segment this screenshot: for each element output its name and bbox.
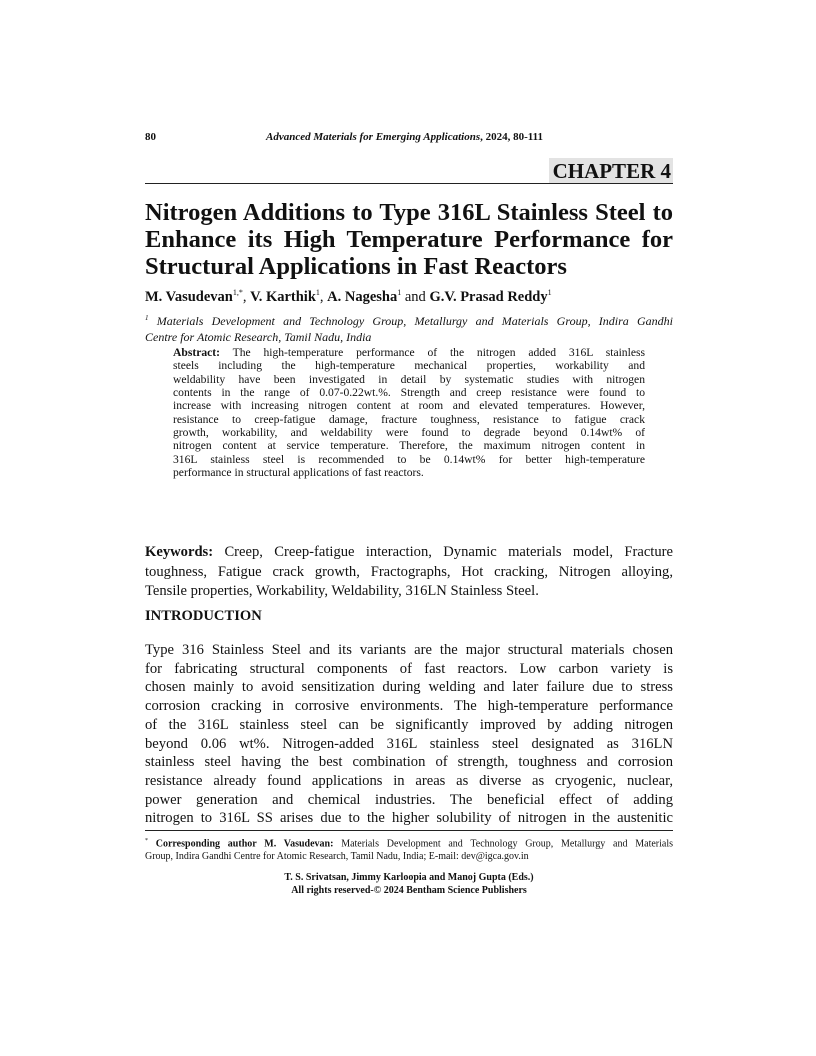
page-number: 80 [145,131,156,143]
author-name: M. Vasudevan [145,288,233,305]
abstract-line-text: nitrogen content at service temperature. Therefore, the maximum nitrogen content in [173,439,645,453]
abstract-line-text: performance in structural applications of fast reactors. [173,466,424,480]
journal-citation [266,131,543,143]
paragraph-line [145,716,673,735]
journal-name: Advanced Materials for Emerging Applications [266,131,481,143]
paragraph-line-text: Type 316 Stainless Steel and its variants are the major structural materials chosen [145,642,673,658]
keywords-label: Keywords: [145,544,214,560]
abstract-line-text: The high-temperature performance of the nitrogen added 316L stainless [220,346,645,359]
paragraph-line [145,678,673,697]
affiliation [145,310,673,345]
paragraph-line-text: of the 316L stainless steel can be significantly improved by adding nitrogen [145,716,673,733]
abstract-line [173,386,645,399]
paragraph-line-text: power generation and chemical industries. The beneficial effect of adding [145,791,673,808]
copyright: All rights reserved-© 2024 Bentham Science Publishers [291,885,527,896]
author-affiliation-marker: 1 [397,288,402,297]
paragraph-line-text: beyond 0.06 wt%. Nitrogen-added 316L stainless steel designated as 316LN [145,735,673,752]
abstract-line-text: 316L stainless steel is recommended to be 0.14wt% for better high-temperature [173,452,645,466]
abstract [173,346,645,479]
author-name: A. Nagesha [327,288,398,305]
author-separator: , [319,288,328,305]
keywords-line [145,582,673,602]
keywords-line-text: toughness, Fatigue crack growth, Fractographs, Hot cracking, Nitrogen alloying, [145,563,673,580]
abstract-line [173,466,645,479]
keywords [145,543,673,602]
abstract-line-text: increase with increasing nitrogen content at room and elevated temperatures. However, [173,399,645,413]
abstract-line-text: steels including the high-temperature mechanical properties, workability and [173,359,645,373]
paragraph-line-text: for fabricating structural components of fast reactors. Low carbon variety is [145,660,673,677]
author-separator: and [401,288,430,305]
author-affiliation-marker: 1,* [232,288,243,297]
abstract-line-text: growth, workability, and weldability were found to degrade beyond 0.14wt% of [173,426,645,440]
abstract-line [173,346,645,359]
keywords-line [145,563,673,583]
paragraph-line [145,753,673,772]
footnote-marker: * [145,838,148,844]
paragraph-line [145,660,673,679]
paragraph-line-text: chosen mainly to avoid sensitization during welding and later failure due to stress [145,679,673,696]
paragraph-line-text: corrosion cracking in corrosive environments. The high-temperature performance [145,698,673,715]
footnote-rule [145,830,673,831]
footnote-label: Corresponding author M. Vasudevan: [148,838,334,850]
abstract-line [173,373,645,386]
keywords-line [145,543,673,563]
affiliation-line: Materials Development and Technology Group, Metallurgy and Materials Group, Indira Gandhi [148,314,673,328]
paragraph-line-text: nitrogen to 316L SS arises due to the higher solubility of nitrogen in the austenitic [145,810,673,827]
editors: T. S. Srivatsan, Jimmy Karloopia and Manoj Gupta (Eds.) [284,872,534,883]
paragraph-line-text: stainless steel having the best combination of strength, toughness and corrosion [145,754,673,771]
abstract-label: Abstract: [173,346,221,359]
paragraph-line [145,697,673,716]
abstract-line [173,426,645,439]
paragraph-line-text: resistance already found applications in areas as diverse as cryogenic, nuclear, [145,772,673,789]
footnote [145,835,673,863]
chapter-title [145,199,673,280]
abstract-line [173,359,645,372]
abstract-line-text: weldability have been investigated in detail by systematic studies with nitrogen [173,372,645,386]
keywords-line-text: Creep, Creep-fatigue interaction, Dynamic materials model, Fracture [213,544,673,560]
author-affiliation-marker: 1 [315,288,320,297]
abstract-line-text: resistance to creep-fatigue damage, fracture toughness, resistance to fatigue crack [173,412,645,426]
chapter-label: CHAPTER 4 [549,158,673,183]
affiliation-line: Centre for Atomic Research, Tamil Nadu, India [145,330,372,344]
header-rule [145,183,673,184]
introduction-paragraph [145,641,673,828]
abstract-line [173,399,645,412]
author-separator: , [242,288,251,305]
paragraph-line [145,772,673,791]
author-name: V. Karthik [250,288,316,305]
author-affiliation-marker: 1 [547,288,552,297]
journal-volume: , 2024, 80-111 [480,131,544,143]
title-line: Enhance its High Temperature Performance for [145,226,673,253]
authors [145,288,552,306]
keywords-line-text: Tensile properties, Workability, Weldability, 316LN Stainless Steel. [145,583,539,600]
affiliation-marker: 1 [145,314,149,322]
abstract-line [173,439,645,452]
section-heading: INTRODUCTION [145,608,262,624]
title-line: Structural Applications in Fast Reactors [145,253,567,280]
abstract-line [173,453,645,466]
book-credits [145,871,673,897]
paragraph-line [145,735,673,754]
paragraph-line [145,791,673,810]
title-line: Nitrogen Additions to Type 316L Stainless Steel to [145,199,673,226]
footnote-line: Materials Development and Technology Group, Metallurgy and Materials [333,838,673,850]
abstract-line [173,413,645,426]
paragraph-line [145,641,673,660]
paragraph-line [145,809,673,828]
abstract-line-text: contents in the range of 0.07-0.22wt.%. Strength and creep resistance were found to [173,386,645,400]
author-name: G.V. Prasad Reddy [429,288,548,305]
footnote-line: Group, Indira Gandhi Centre for Atomic Research, Tamil Nadu, India; E-mail: dev@igca.gov.in [145,851,529,863]
